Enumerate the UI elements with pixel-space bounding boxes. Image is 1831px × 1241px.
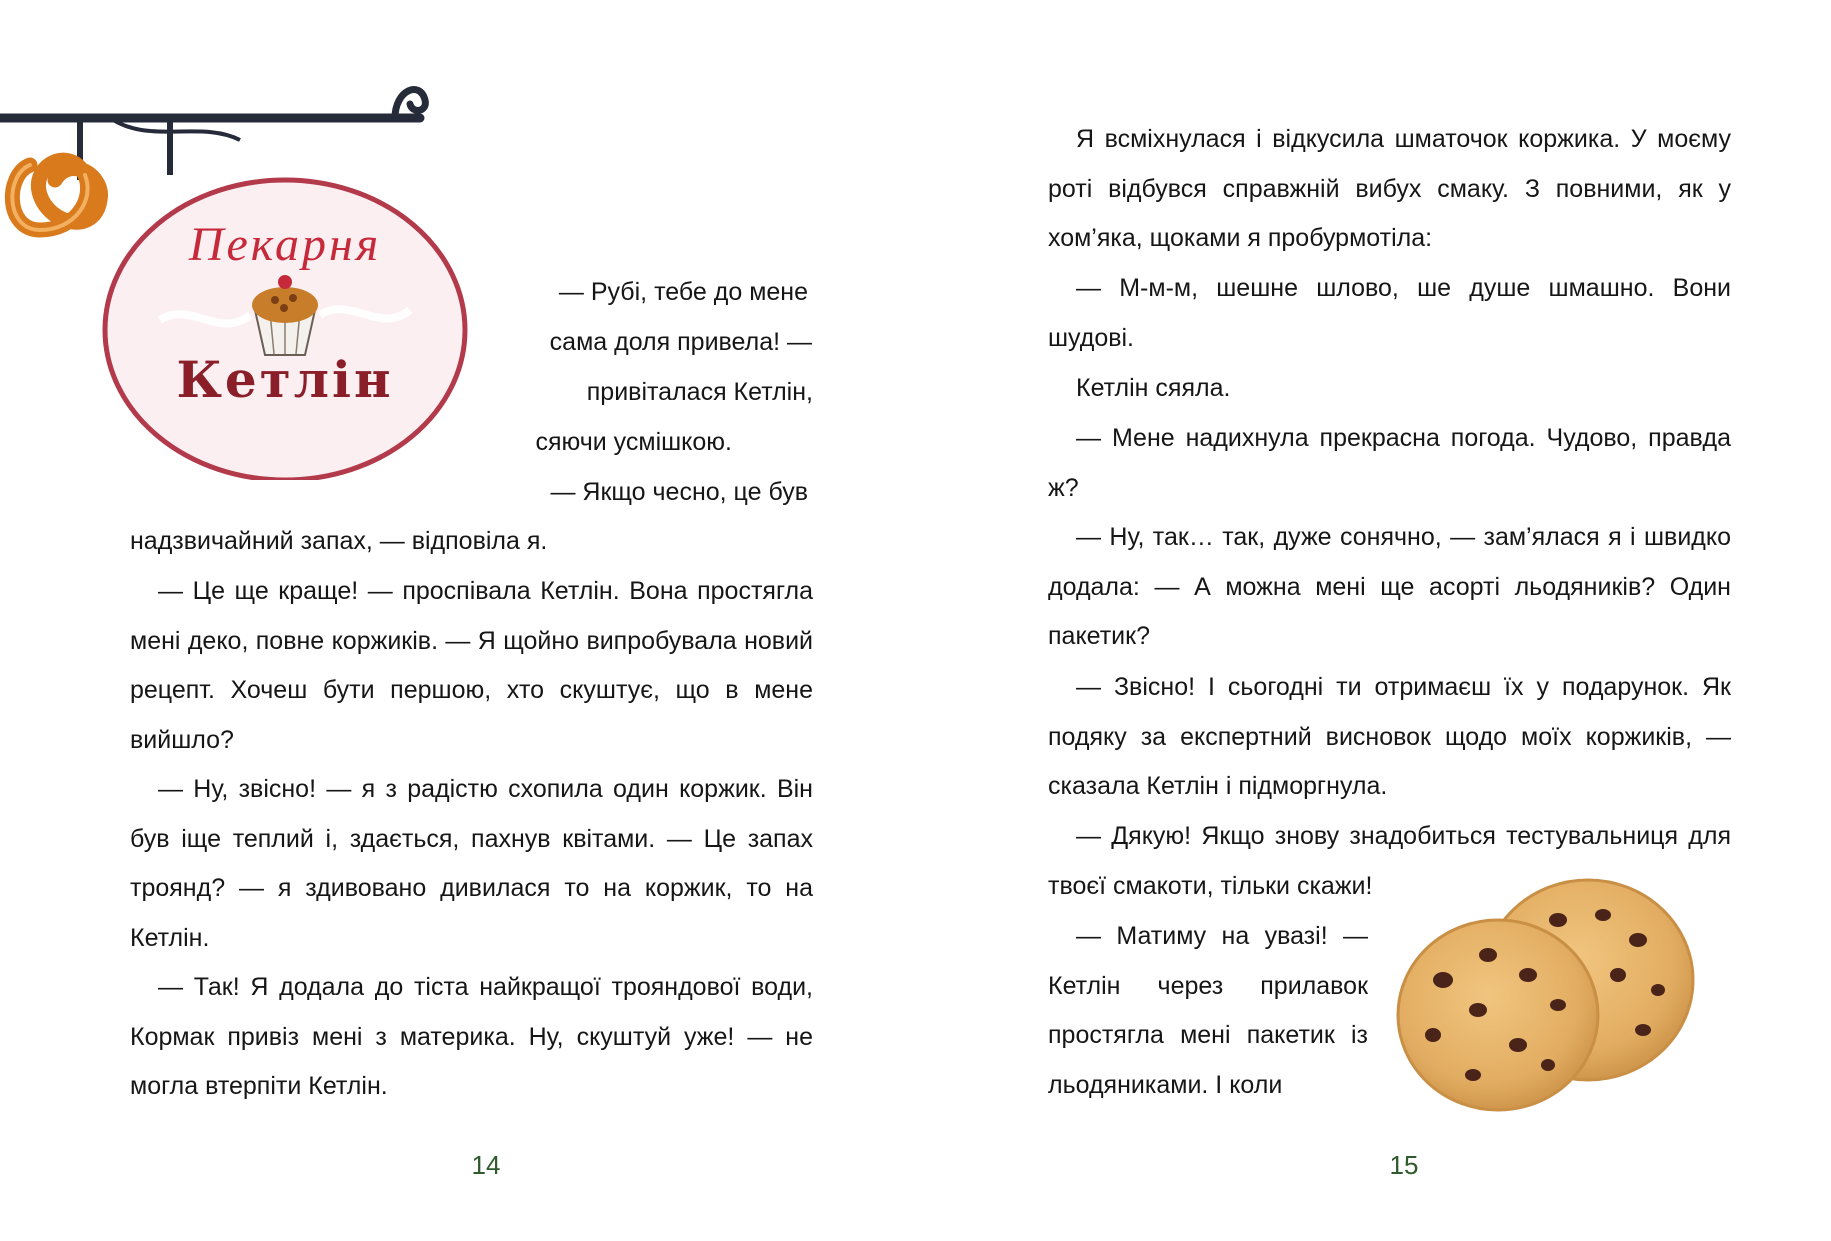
page-number-left: 14 bbox=[471, 1150, 501, 1180]
page-number-right: 15 bbox=[1389, 1150, 1419, 1180]
sign-title-line1: Пекарня bbox=[188, 218, 382, 271]
left-wrap-line-4: сяючи усмішкою. bbox=[535, 428, 732, 456]
right-paragraph-7: — Дякую! Якщо знову знадобиться тестувальниця для твоєї смакоти, тільки скажи! bbox=[1048, 822, 1731, 900]
left-wrap-line-2: сама доля привела! — bbox=[549, 328, 812, 356]
left-wrap-continuation: надзвичайний запах, — відповіла я. bbox=[130, 527, 548, 555]
cookie-front-icon bbox=[1398, 920, 1598, 1110]
pretzel-icon bbox=[12, 160, 100, 230]
left-wrap-line-5: — Якщо чесно, це був bbox=[550, 478, 808, 506]
left-wrap-line-1: — Рубі, тебе до мене bbox=[558, 278, 808, 306]
right-paragraph-8: — Матиму на увазі! — Кетлін через прилавок простягла мені пакетик із льодяниками. І коли bbox=[1048, 922, 1368, 1099]
left-paragraph-3: — Так! Я додала до тіста найкращої трояндової води, Кормак привіз мені з материка. Ну, скуштуй уже! — не могла втерпіти Кетлін. bbox=[130, 973, 813, 1101]
sign-title-line2: Кетлін bbox=[176, 350, 394, 409]
right-paragraph-2: — М-м-м, шешне шлово, ше душе шмашно. Вони шудові. bbox=[1048, 274, 1731, 352]
left-paragraph-2: — Ну, звісно! — я з радістю схопила один коржик. Він був іще теплий і, здається, пахнув квітами. — Це запах троянд? — я здивовано дивилася то на коржик, то на Кетлін. bbox=[130, 775, 813, 952]
right-paragraph-6: — Звісно! І сьогодні ти отримаєш їх у подарунок. Як подяку за експертний висновок щодо моїх коржиків, — сказала Кетлін і підморгнула. bbox=[1048, 673, 1731, 801]
left-wrap-line-3: привіталася Кетлін, bbox=[586, 378, 813, 406]
bakery-sign-illustration bbox=[0, 60, 500, 480]
left-page bbox=[0, 0, 915, 1241]
left-paragraph-1: — Це ще краще! — проспівала Кетлін. Вона простягла мені деко, повне коржиків. — Я щойно випробувала новий рецепт. Хочеш бути першою, хто скуштує, що в мене вийшло? bbox=[130, 577, 813, 754]
right-paragraph-1: Я всміхнулася і відкусила шматочок коржика. У моєму роті відбувся справжній вибух смаку. З повними, як у хом’яка, щоками я пробурмотіла: bbox=[1048, 125, 1731, 253]
cookies-illustration bbox=[1388, 860, 1708, 1130]
right-paragraph-4: — Мене надихнула прекрасна погода. Чудово, правда ж? bbox=[1048, 424, 1731, 502]
right-paragraph-5: — Ну, так… так, дуже сонячно, — зам’ялася я і швидко додала: — А можна мені ще асорті льодяників? Один пакетик? bbox=[1048, 523, 1731, 651]
right-paragraph-3: Кетлін сяяла. bbox=[1076, 374, 1231, 402]
